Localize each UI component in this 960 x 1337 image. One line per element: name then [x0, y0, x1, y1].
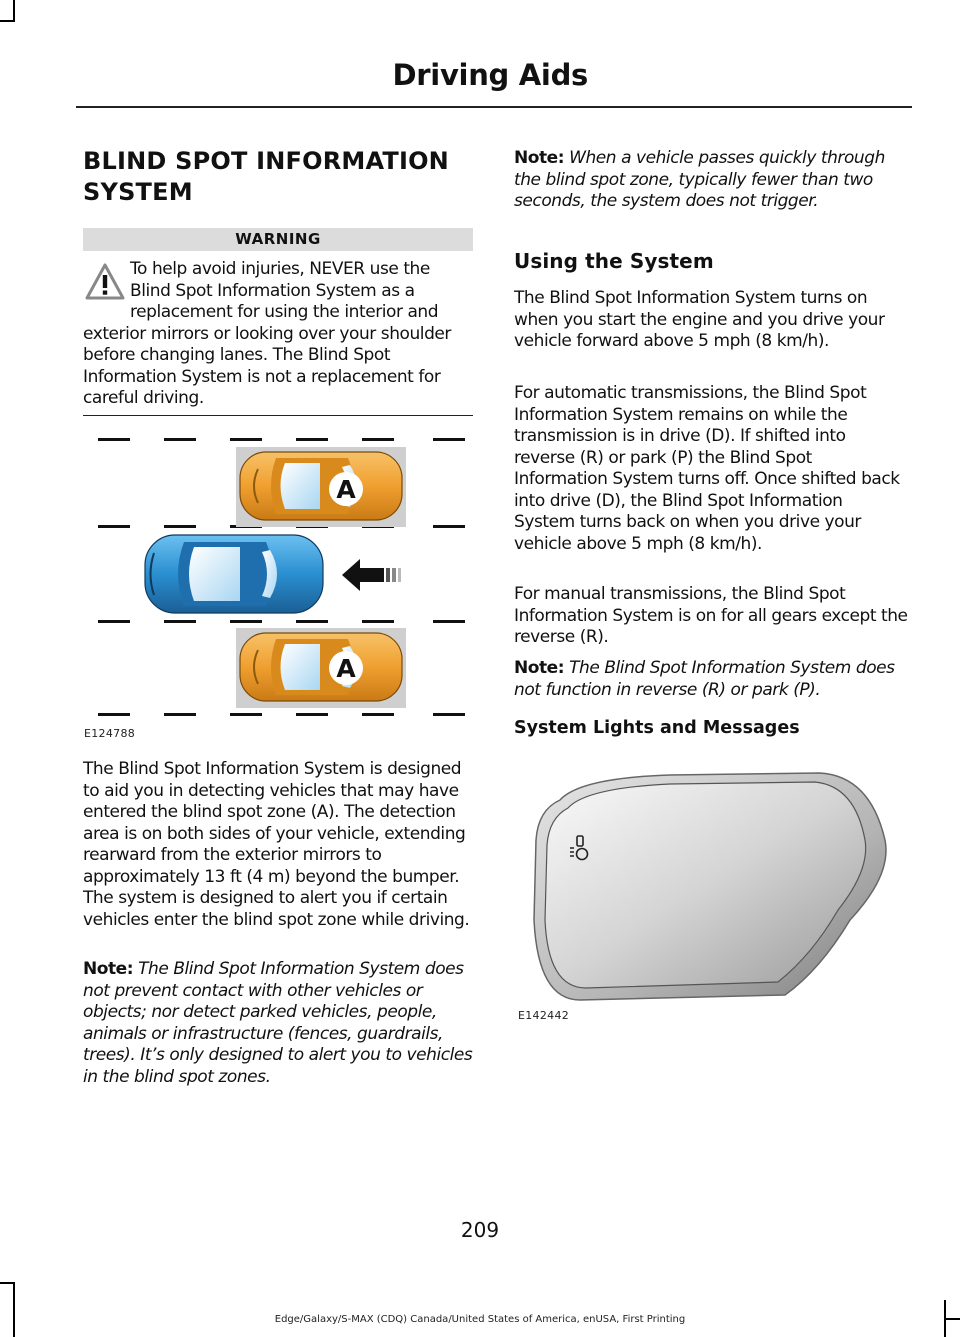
crop-mark-bottom-left-h — [0, 1282, 15, 1284]
right-paragraph-1: The Blind Spot Information System turns on when you start the engine and you drive your vehicle forward above 5 mph (8 km/h). — [514, 288, 885, 351]
left-paragraph-1: The Blind Spot Information System is designed to aid you in detecting vehicles that may have entered the blind spot zone (A). The detection area is on both sides of your vehicle, extending rearward from the exterior mirrors to approximately 13 ft (4 m) beyond the bumper. The system is designed to alert you if certain vehicles enter the blind spot zone while driving. — [83, 759, 470, 930]
warning-text: To help avoid injuries, NEVER use the Blind Spot Information System as a replacement for using the interior and exterior mirrors or looking over your shoulder before changing lanes. The Blind Spot Information System is not a replacement for careful driving. — [83, 259, 451, 408]
right-note-2-text: The Blind Spot Information System does not function in reverse (R) or park (P). — [514, 658, 895, 700]
right-note-1-text: When a vehicle passes quickly through the blind spot zone, typically fewer than two seconds, the system does not trigger. — [514, 148, 885, 211]
figure2-code: E142442 — [518, 1009, 570, 1022]
figure1-code: E124788 — [84, 727, 136, 740]
left-note-label: Note: — [83, 959, 134, 979]
right-paragraph-3: For manual transmissions, the Blind Spot Information System is on for all gears except the reverse (R). — [514, 584, 908, 647]
header-rule — [76, 106, 912, 108]
side-mirror-figure — [520, 770, 900, 1020]
right-note-1 — [514, 148, 908, 213]
right-note-1-label: Note: — [514, 148, 565, 168]
target-car-top — [240, 452, 402, 520]
page-header-title: Driving Aids — [392, 58, 588, 92]
section-title-line2: SYSTEM — [83, 178, 193, 206]
heading-using-the-system: Using the System — [514, 249, 714, 273]
right-note-2 — [514, 658, 908, 701]
approach-arrow-icon — [342, 559, 401, 591]
right-paragraph-2: For automatic transmissions, the Blind Spot Information System remains on while the transmission is in drive (D). If shifted into reverse (R) or park (P) the Blind Spot Information System turns off. Once shifted back into drive (D), the Blind Spot Information System turns back on when you drive your vehicle above 5 mph (8 km/h). — [514, 383, 900, 554]
page-number: 209 — [460, 1218, 500, 1242]
left-note — [83, 959, 473, 1088]
zone-label-bottom: A — [336, 654, 356, 683]
warning-bar: WARNING — [83, 228, 473, 251]
blind-spot-zone-figure — [98, 425, 473, 725]
right-note-2-label: Note: — [514, 658, 565, 678]
page-footer: Edge/Galaxy/S-MAX (CDQ) Canada/United States of America, enUSA, First Printing — [274, 1314, 686, 1325]
section-title-line1: BLIND SPOT INFORMATION — [83, 147, 449, 175]
heading-system-lights: System Lights and Messages — [514, 718, 800, 738]
warning-text-block — [83, 259, 473, 410]
target-car-bottom — [240, 633, 402, 701]
crop-mark-bottom-left-v — [13, 1282, 15, 1337]
warning-rule — [83, 415, 473, 416]
own-vehicle — [145, 535, 323, 613]
crop-mark-top-left-v — [13, 0, 15, 22]
zone-label-top: A — [336, 475, 356, 504]
crop-mark-top-left-h — [0, 20, 15, 22]
section-title — [83, 146, 473, 208]
left-note-text: The Blind Spot Information System does not prevent contact with other vehicles or objects; nor detect parked vehicles, people, animals or infrastructure (fences, guardrails, trees). It’s only designed to alert you to vehicles in the blind spot zones. — [83, 959, 473, 1087]
